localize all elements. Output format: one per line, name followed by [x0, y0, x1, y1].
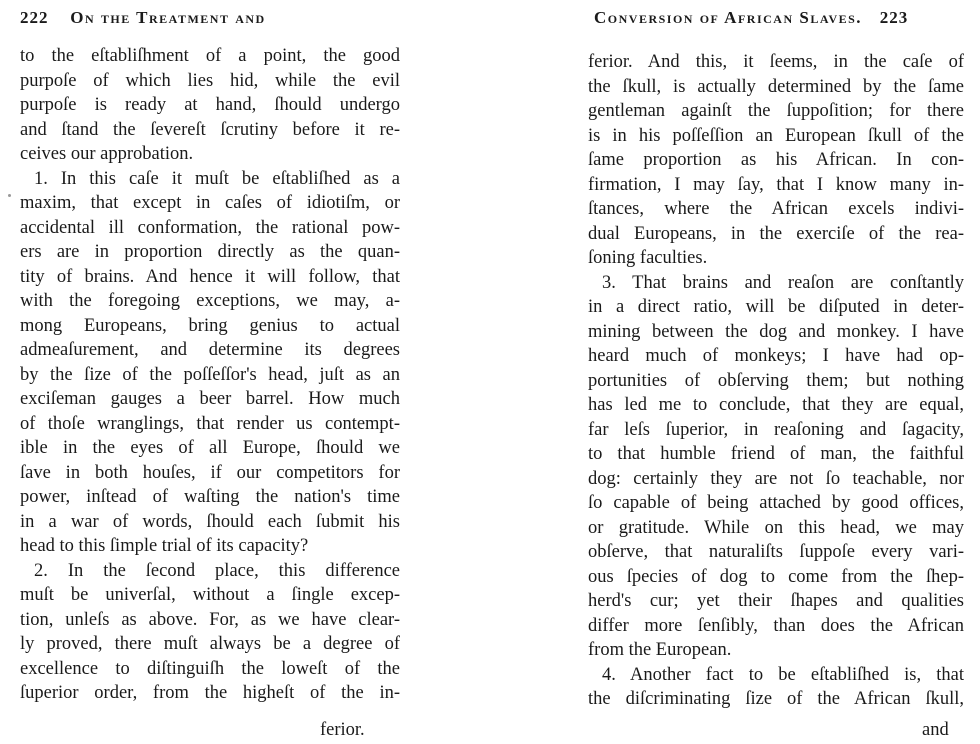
- left-catchword: ferior.: [320, 720, 365, 740]
- text-line: 1. In this caſe it muſt be eſtabliſhed as a: [34, 168, 400, 189]
- text-line: to that humble friend of man, the faithful: [588, 444, 964, 464]
- text-line: power, inſtead of waſting the nation's time: [20, 487, 400, 507]
- text-line: ferior. And this, it ſeems, in the caſe of: [588, 52, 964, 72]
- text-line: muſt be univerſal, without a ſingle excep-: [20, 585, 400, 605]
- text-line: ers are in proportion directly as the quan-: [20, 242, 400, 262]
- text-line: ſtances, where the African excels indivi-: [588, 199, 964, 219]
- left-running-head: [20, 8, 266, 28]
- text-line: or gratitude. While on this head, we may: [588, 517, 964, 538]
- text-line: and ſtand the ſevereſt ſcrutiny before it re-: [20, 119, 400, 140]
- text-line: the diſcriminating ſize of the African ſkull,: [588, 689, 964, 709]
- text-line: differ more ſenſibly, than does the African: [588, 615, 964, 636]
- text-line: dual Europeans, in the exerciſe of the rea-: [588, 223, 964, 244]
- text-line: accidental ill conformation, the rational pow-: [20, 217, 400, 238]
- text-line: maxim, that except in caſes of idiotiſm, or: [20, 193, 400, 213]
- text-line: 3. That brains and reaſon are conſtantly: [602, 272, 964, 293]
- text-line: admeaſurement, and determine its degrees: [20, 340, 400, 360]
- text-line: ſuperior order, from the higheſt of the in-: [20, 683, 400, 703]
- text-line: to the eſtabliſhment of a point, the good: [20, 46, 400, 66]
- text-line: exciſeman gauges a beer barrel. How much: [20, 389, 400, 409]
- right-catchword: and: [922, 720, 949, 740]
- text-line: has led me to conclude, that they are equal,: [588, 395, 964, 415]
- text-line: is in his poſſeſſion an European ſkull of the: [588, 125, 964, 146]
- text-line: in a direct ratio, will be diſputed in deter-: [588, 297, 964, 317]
- text-line: tity of brains. And hence it will follow, that: [20, 266, 400, 287]
- right-page: [540, 0, 980, 744]
- left-page-number: 222: [20, 8, 49, 27]
- text-line: in a war of words, ſhould each ſubmit his: [20, 511, 400, 532]
- text-line: ſave in both houſes, if our competitors for: [20, 462, 400, 483]
- text-line: ceives our approbation.: [20, 144, 194, 164]
- text-line: dog: certainly they are not ſo teachable, nor: [588, 468, 964, 489]
- right-running-title: Conversion of African Slaves.: [594, 8, 863, 27]
- text-line: obſerve, that naturaliſts ſuppoſe every vari-: [588, 542, 964, 562]
- text-line: 2. In the ſecond place, this difference: [34, 560, 400, 581]
- text-line: ſame proportion as his African. In con-: [588, 150, 964, 170]
- text-line: the ſkull, is actually determined by the ſame: [588, 76, 964, 97]
- text-line: heard much of monkeys; I have had op-: [588, 346, 964, 366]
- text-line: herd's cur; yet their ſhapes and qualities: [588, 591, 964, 611]
- text-line: 4. Another fact to be eſtabliſhed is, that: [602, 664, 964, 685]
- text-line: head to this ſimple trial of its capacity?: [20, 536, 309, 556]
- ink-speck: [8, 194, 11, 197]
- text-line: mong Europeans, bring genius to actual: [20, 315, 400, 336]
- text-line: purpoſe is ready at hand, ſhould undergo: [20, 95, 400, 115]
- text-line: ſoning faculties.: [588, 248, 708, 268]
- text-line: excellence to diſtinguiſh the loweſt of the: [20, 658, 400, 679]
- right-running-head: [594, 8, 908, 28]
- right-text-block: [588, 50, 964, 712]
- text-line: ible in the eyes of all Europe, ſhould we: [20, 438, 400, 458]
- text-line: from the European.: [588, 640, 732, 660]
- text-line: tion, unleſs as above. For, as we have clear-: [20, 609, 400, 630]
- text-line: portunities of obſerving them; but nothing: [588, 370, 964, 391]
- text-line: mining between the dog and monkey. I have: [588, 321, 964, 342]
- text-line: by the ſize of the poſſeſſor's head, juſt as an: [20, 364, 400, 385]
- text-line: gentleman againſt the ſuppoſition; for there: [588, 101, 964, 121]
- text-line: firmation, I may ſay, that I know many in-: [588, 174, 964, 195]
- right-page-number: 223: [879, 8, 909, 27]
- text-line: far leſs ſuperior, in reaſoning and ſagacity,: [588, 419, 964, 440]
- text-line: ly proved, there muſt always be a degree of: [20, 634, 400, 654]
- text-line: ous ſpecies of dog to come from the ſhep-: [588, 566, 964, 587]
- text-line: ſo capable of being attached by good offices,: [588, 493, 964, 513]
- text-line: of thoſe wranglings, that render us contempt-: [20, 413, 400, 434]
- text-line: with the foregoing exceptions, we may, a-: [20, 291, 400, 311]
- left-page: [0, 0, 420, 744]
- text-line: purpoſe of which lies hid, while the evil: [20, 70, 400, 91]
- left-text-block: [20, 44, 400, 706]
- left-running-title: On the Treatment and: [70, 8, 266, 27]
